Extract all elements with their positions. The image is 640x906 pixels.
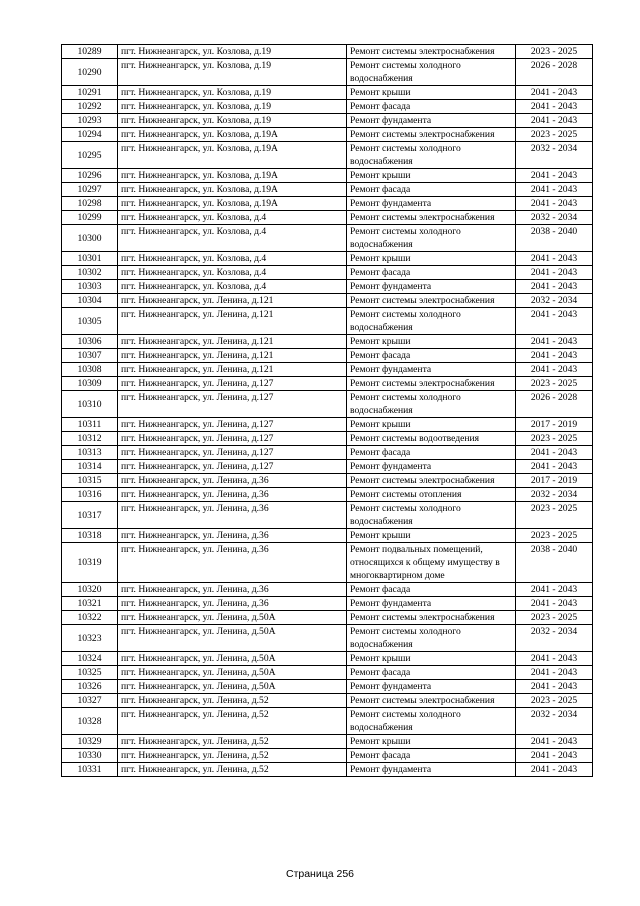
table-row (62, 749, 593, 763)
table-row (62, 611, 593, 625)
period-cell: 2041 - 2043 (516, 735, 593, 749)
table-row (62, 735, 593, 749)
table-row (62, 266, 593, 280)
row-number: 10325 (62, 666, 118, 680)
period-cell: 2038 - 2040 (516, 225, 593, 252)
table-row (62, 474, 593, 488)
period-cell: 2023 - 2025 (516, 377, 593, 391)
period-cell: 2038 - 2040 (516, 543, 593, 583)
period-cell: 2032 - 2034 (516, 211, 593, 225)
work-type-cell: Ремонт крыши (347, 735, 516, 749)
address-cell: пгт. Нижнеангарск, ул. Ленина, д.36 (118, 502, 347, 529)
work-type-cell: Ремонт системы холодного водоснабжения (347, 391, 516, 418)
address-cell: пгт. Нижнеангарск, ул. Ленина, д.50А (118, 625, 347, 652)
table-row (62, 502, 593, 529)
period-cell: 2041 - 2043 (516, 349, 593, 363)
table-row (62, 308, 593, 335)
work-type-cell: Ремонт фасада (347, 349, 516, 363)
row-number: 10313 (62, 446, 118, 460)
work-type-cell: Ремонт крыши (347, 529, 516, 543)
work-type-cell: Ремонт системы холодного водоснабжения (347, 225, 516, 252)
table-row (62, 446, 593, 460)
work-type-cell: Ремонт фундамента (347, 197, 516, 211)
address-cell: пгт. Нижнеангарск, ул. Ленина, д.121 (118, 308, 347, 335)
row-number: 10331 (62, 763, 118, 777)
table-row (62, 280, 593, 294)
row-number: 10312 (62, 432, 118, 446)
work-type-cell: Ремонт фасада (347, 266, 516, 280)
address-cell: пгт. Нижнеангарск, ул. Козлова, д.19А (118, 197, 347, 211)
period-cell: 2041 - 2043 (516, 680, 593, 694)
work-type-cell: Ремонт системы электроснабжения (347, 694, 516, 708)
period-cell: 2041 - 2043 (516, 597, 593, 611)
table-row (62, 211, 593, 225)
table-row (62, 625, 593, 652)
address-cell: пгт. Нижнеангарск, ул. Козлова, д.19А (118, 128, 347, 142)
row-number: 10293 (62, 114, 118, 128)
work-type-cell: Ремонт фундамента (347, 763, 516, 777)
row-number: 10322 (62, 611, 118, 625)
row-number: 10304 (62, 294, 118, 308)
work-type-cell: Ремонт фасада (347, 749, 516, 763)
table-row (62, 543, 593, 583)
table-row (62, 488, 593, 502)
address-cell: пгт. Нижнеангарск, ул. Ленина, д.52 (118, 763, 347, 777)
table-row (62, 529, 593, 543)
address-cell: пгт. Нижнеангарск, ул. Ленина, д.121 (118, 335, 347, 349)
period-cell: 2041 - 2043 (516, 460, 593, 474)
period-cell: 2041 - 2043 (516, 266, 593, 280)
address-cell: пгт. Нижнеангарск, ул. Ленина, д.36 (118, 583, 347, 597)
period-cell: 2023 - 2025 (516, 45, 593, 59)
period-cell: 2017 - 2019 (516, 474, 593, 488)
work-type-cell: Ремонт системы холодного водоснабжения (347, 708, 516, 735)
period-cell: 2041 - 2043 (516, 308, 593, 335)
table-row (62, 169, 593, 183)
address-cell: пгт. Нижнеангарск, ул. Козлова, д.19 (118, 114, 347, 128)
row-number: 10289 (62, 45, 118, 59)
address-cell: пгт. Нижнеангарск, ул. Ленина, д.36 (118, 488, 347, 502)
row-number: 10307 (62, 349, 118, 363)
period-cell: 2026 - 2028 (516, 391, 593, 418)
period-cell: 2032 - 2034 (516, 708, 593, 735)
address-cell: пгт. Нижнеангарск, ул. Козлова, д.4 (118, 252, 347, 266)
address-cell: пгт. Нижнеангарск, ул. Ленина, д.127 (118, 377, 347, 391)
table-row (62, 59, 593, 86)
work-type-cell: Ремонт фундамента (347, 597, 516, 611)
work-type-cell: Ремонт системы электроснабжения (347, 211, 516, 225)
address-cell: пгт. Нижнеангарск, ул. Ленина, д.127 (118, 460, 347, 474)
period-cell: 2041 - 2043 (516, 280, 593, 294)
address-cell: пгт. Нижнеангарск, ул. Ленина, д.127 (118, 446, 347, 460)
work-type-cell: Ремонт системы холодного водоснабжения (347, 59, 516, 86)
address-cell: пгт. Нижнеангарск, ул. Козлова, д.4 (118, 211, 347, 225)
period-cell: 2023 - 2025 (516, 611, 593, 625)
period-cell: 2023 - 2025 (516, 432, 593, 446)
work-type-cell: Ремонт системы электроснабжения (347, 377, 516, 391)
work-type-cell: Ремонт системы холодного водоснабжения (347, 308, 516, 335)
period-cell: 2041 - 2043 (516, 197, 593, 211)
period-cell: 2041 - 2043 (516, 114, 593, 128)
row-number: 10323 (62, 625, 118, 652)
period-cell: 2017 - 2019 (516, 418, 593, 432)
address-cell: пгт. Нижнеангарск, ул. Ленина, д.36 (118, 529, 347, 543)
table-row (62, 100, 593, 114)
period-cell: 2041 - 2043 (516, 583, 593, 597)
work-type-cell: Ремонт фасада (347, 100, 516, 114)
table-row (62, 45, 593, 59)
row-number: 10314 (62, 460, 118, 474)
work-type-cell: Ремонт крыши (347, 652, 516, 666)
period-cell: 2041 - 2043 (516, 652, 593, 666)
work-type-cell: Ремонт системы холодного водоснабжения (347, 625, 516, 652)
work-type-cell: Ремонт системы электроснабжения (347, 611, 516, 625)
row-number: 10298 (62, 197, 118, 211)
address-cell: пгт. Нижнеангарск, ул. Ленина, д.121 (118, 294, 347, 308)
work-type-cell: Ремонт фундамента (347, 114, 516, 128)
period-cell: 2023 - 2025 (516, 529, 593, 543)
address-cell: пгт. Нижнеангарск, ул. Ленина, д.121 (118, 349, 347, 363)
address-cell: пгт. Нижнеангарск, ул. Козлова, д.4 (118, 225, 347, 252)
period-cell: 2032 - 2034 (516, 488, 593, 502)
address-cell: пгт. Нижнеангарск, ул. Ленина, д.52 (118, 735, 347, 749)
row-number: 10329 (62, 735, 118, 749)
period-cell: 2041 - 2043 (516, 335, 593, 349)
row-number: 10317 (62, 502, 118, 529)
table-row (62, 680, 593, 694)
table-row (62, 694, 593, 708)
period-cell: 2032 - 2034 (516, 294, 593, 308)
work-type-cell: Ремонт фундамента (347, 363, 516, 377)
address-cell: пгт. Нижнеангарск, ул. Ленина, д.52 (118, 749, 347, 763)
address-cell: пгт. Нижнеангарск, ул. Козлова, д.4 (118, 266, 347, 280)
table-row (62, 142, 593, 169)
table-row (62, 418, 593, 432)
row-number: 10295 (62, 142, 118, 169)
page-number: Страница 256 (285, 868, 355, 880)
table-row (62, 377, 593, 391)
work-type-cell: Ремонт системы водоотведения (347, 432, 516, 446)
work-type-cell: Ремонт системы отопления (347, 488, 516, 502)
table-row (62, 708, 593, 735)
period-cell: 2026 - 2028 (516, 59, 593, 86)
address-cell: пгт. Нижнеангарск, ул. Козлова, д.19 (118, 59, 347, 86)
row-number: 10324 (62, 652, 118, 666)
row-number: 10316 (62, 488, 118, 502)
period-cell: 2041 - 2043 (516, 183, 593, 197)
address-cell: пгт. Нижнеангарск, ул. Ленина, д.121 (118, 363, 347, 377)
address-cell: пгт. Нижнеангарск, ул. Ленина, д.36 (118, 543, 347, 583)
row-number: 10305 (62, 308, 118, 335)
address-cell: пгт. Нижнеангарск, ул. Козлова, д.19А (118, 169, 347, 183)
address-cell: пгт. Нижнеангарск, ул. Козлова, д.19А (118, 142, 347, 169)
work-type-cell: Ремонт фундамента (347, 680, 516, 694)
table-row (62, 183, 593, 197)
row-number: 10300 (62, 225, 118, 252)
row-number: 10311 (62, 418, 118, 432)
work-type-cell: Ремонт фасада (347, 183, 516, 197)
work-type-cell: Ремонт подвальных помещений, относящихся к общему имуществу в многоквартирном доме (347, 543, 516, 583)
row-number: 10291 (62, 86, 118, 100)
table-row (62, 391, 593, 418)
period-cell: 2032 - 2034 (516, 625, 593, 652)
period-cell: 2041 - 2043 (516, 666, 593, 680)
row-number: 10299 (62, 211, 118, 225)
row-number: 10292 (62, 100, 118, 114)
period-cell: 2041 - 2043 (516, 169, 593, 183)
row-number: 10290 (62, 59, 118, 86)
repair-schedule-table (61, 44, 593, 777)
work-type-cell: Ремонт крыши (347, 169, 516, 183)
address-cell: пгт. Нижнеангарск, ул. Ленина, д.50А (118, 680, 347, 694)
period-cell: 2023 - 2025 (516, 502, 593, 529)
period-cell: 2041 - 2043 (516, 749, 593, 763)
row-number: 10328 (62, 708, 118, 735)
row-number: 10294 (62, 128, 118, 142)
address-cell: пгт. Нижнеангарск, ул. Ленина, д.127 (118, 418, 347, 432)
period-cell: 2023 - 2025 (516, 128, 593, 142)
row-number: 10327 (62, 694, 118, 708)
address-cell: пгт. Нижнеангарск, ул. Козлова, д.19 (118, 86, 347, 100)
work-type-cell: Ремонт системы электроснабжения (347, 294, 516, 308)
work-type-cell: Ремонт крыши (347, 418, 516, 432)
work-type-cell: Ремонт системы электроснабжения (347, 474, 516, 488)
work-type-cell: Ремонт крыши (347, 252, 516, 266)
row-number: 10309 (62, 377, 118, 391)
work-type-cell: Ремонт фундамента (347, 460, 516, 474)
row-number: 10308 (62, 363, 118, 377)
address-cell: пгт. Нижнеангарск, ул. Ленина, д.50А (118, 666, 347, 680)
row-number: 10330 (62, 749, 118, 763)
address-cell: пгт. Нижнеангарск, ул. Ленина, д.52 (118, 708, 347, 735)
row-number: 10302 (62, 266, 118, 280)
period-cell: 2041 - 2043 (516, 252, 593, 266)
table-row (62, 86, 593, 100)
address-cell: пгт. Нижнеангарск, ул. Козлова, д.19А (118, 183, 347, 197)
work-type-cell: Ремонт крыши (347, 335, 516, 349)
work-type-cell: Ремонт системы холодного водоснабжения (347, 142, 516, 169)
address-cell: пгт. Нижнеангарск, ул. Ленина, д.50А (118, 611, 347, 625)
work-type-cell: Ремонт фасада (347, 583, 516, 597)
row-number: 10301 (62, 252, 118, 266)
address-cell: пгт. Нижнеангарск, ул. Ленина, д.36 (118, 474, 347, 488)
address-cell: пгт. Нижнеангарск, ул. Ленина, д.127 (118, 432, 347, 446)
row-number: 10303 (62, 280, 118, 294)
row-number: 10306 (62, 335, 118, 349)
table-row (62, 294, 593, 308)
table-row (62, 597, 593, 611)
work-type-cell: Ремонт системы электроснабжения (347, 45, 516, 59)
work-type-cell: Ремонт системы холодного водоснабжения (347, 502, 516, 529)
work-type-cell: Ремонт системы электроснабжения (347, 128, 516, 142)
period-cell: 2041 - 2043 (516, 446, 593, 460)
table-row (62, 652, 593, 666)
row-number: 10321 (62, 597, 118, 611)
table-row (62, 460, 593, 474)
row-number: 10326 (62, 680, 118, 694)
address-cell: пгт. Нижнеангарск, ул. Ленина, д.50А (118, 652, 347, 666)
table-row (62, 349, 593, 363)
address-cell: пгт. Нижнеангарск, ул. Козлова, д.4 (118, 280, 347, 294)
period-cell: 2041 - 2043 (516, 763, 593, 777)
address-cell: пгт. Нижнеангарск, ул. Ленина, д.127 (118, 391, 347, 418)
work-type-cell: Ремонт фасада (347, 446, 516, 460)
row-number: 10315 (62, 474, 118, 488)
period-cell: 2041 - 2043 (516, 363, 593, 377)
table-row (62, 225, 593, 252)
work-type-cell: Ремонт фасада (347, 666, 516, 680)
period-cell: 2023 - 2025 (516, 694, 593, 708)
row-number: 10310 (62, 391, 118, 418)
work-type-cell: Ремонт крыши (347, 86, 516, 100)
table-row (62, 363, 593, 377)
table-row (62, 763, 593, 777)
address-cell: пгт. Нижнеангарск, ул. Ленина, д.36 (118, 597, 347, 611)
row-number: 10320 (62, 583, 118, 597)
table-body (62, 45, 593, 777)
table-row (62, 197, 593, 211)
work-type-cell: Ремонт фундамента (347, 280, 516, 294)
table-row (62, 432, 593, 446)
table-row (62, 583, 593, 597)
table-row (62, 128, 593, 142)
table-row (62, 252, 593, 266)
table-row (62, 666, 593, 680)
row-number: 10319 (62, 543, 118, 583)
address-cell: пгт. Нижнеангарск, ул. Ленина, д.52 (118, 694, 347, 708)
period-cell: 2041 - 2043 (516, 86, 593, 100)
row-number: 10296 (62, 169, 118, 183)
row-number: 10297 (62, 183, 118, 197)
address-cell: пгт. Нижнеангарск, ул. Козлова, д.19 (118, 45, 347, 59)
period-cell: 2041 - 2043 (516, 100, 593, 114)
address-cell: пгт. Нижнеангарск, ул. Козлова, д.19 (118, 100, 347, 114)
table-row (62, 114, 593, 128)
table-row (62, 335, 593, 349)
row-number: 10318 (62, 529, 118, 543)
period-cell: 2032 - 2034 (516, 142, 593, 169)
